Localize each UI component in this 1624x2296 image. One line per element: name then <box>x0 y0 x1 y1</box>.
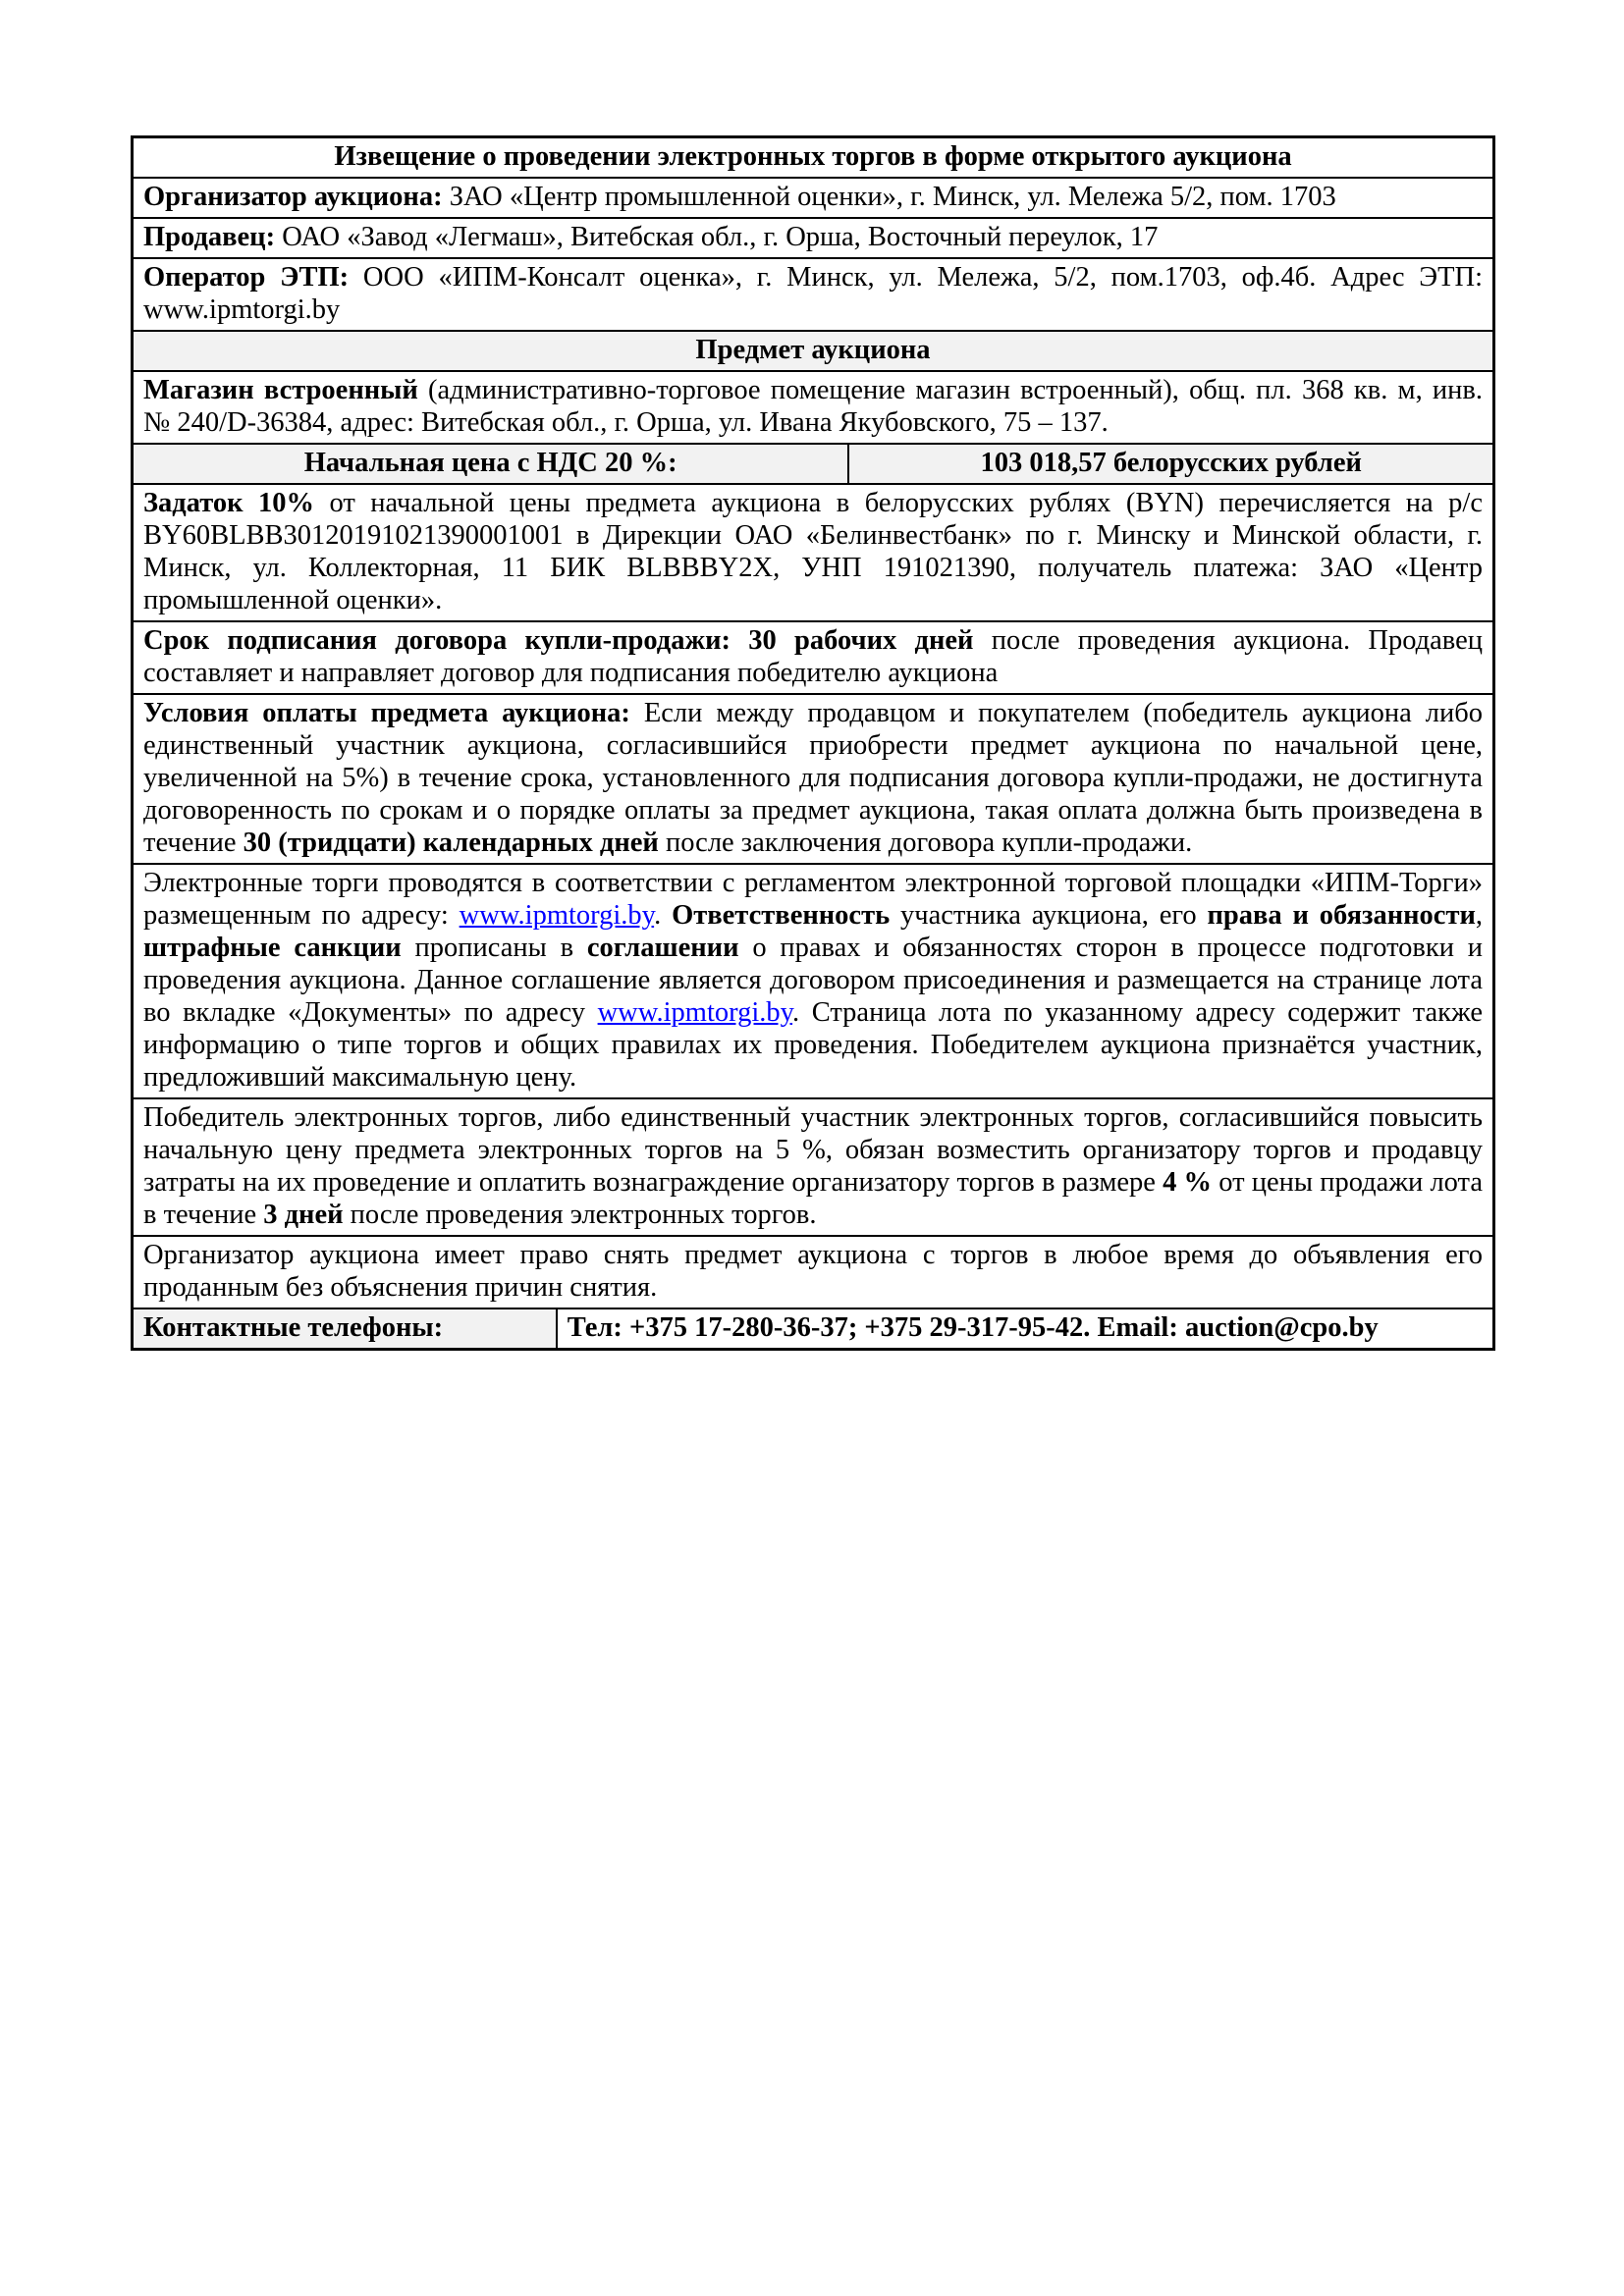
ipmtorgi-link[interactable]: www.ipmtorgi.by <box>597 997 793 1028</box>
organizer-row-cell-0 <box>134 179 1492 217</box>
seller-row-cell-0 <box>134 219 1492 257</box>
text-segment: прописаны в <box>401 933 587 963</box>
text-segment: после проведения электронных торгов. <box>343 1200 817 1230</box>
winner-fee-row-cell-0 <box>134 1099 1492 1235</box>
seller-row <box>134 217 1492 257</box>
regulations-row-cell-0 <box>134 865 1492 1097</box>
auction-notice-table <box>131 135 1495 1351</box>
bold-text-segment: Задаток 10% <box>143 488 314 518</box>
bold-text-segment: 4 % <box>1163 1167 1213 1198</box>
text-segment: после проведения аукциона. Продавец составляет и направляет договор для подписания победителю аукциона <box>143 625 1483 688</box>
title-row <box>134 138 1492 177</box>
bold-text-segment: Ответственность <box>672 900 891 931</box>
withdrawal-right-row <box>134 1235 1492 1308</box>
subject-row-cell-0 <box>134 372 1492 443</box>
text-segment: участника аукциона, его <box>890 900 1208 931</box>
text-segment: о правах и обязанностях сторон в процессе подготовки и проведения аукциона. Данное соглашение является договором присоединения и размещается на странице лота во вкладке «Документы» по адресу <box>143 933 1484 1028</box>
text-segment: . Страница лота по указанному адресу содержит также информацию о типе торгов и общих правилах их проведения. Победителем аукциона признаётся участник, предложивший максимальную цену. <box>143 997 1483 1093</box>
bold-text-segment: Тел: +375 17-280-36-37; +375 29-317-95-42. Email: auction@cpo.by <box>567 1312 1379 1343</box>
payment-terms-row-cell-0 <box>134 695 1492 863</box>
contract-signing-row <box>134 620 1492 693</box>
payment-terms-row <box>134 693 1492 863</box>
withdrawal-right-row-cell-0 <box>134 1237 1492 1308</box>
bold-text-segment: Извещение о проведении электронных торгов в форме открытого аукциона <box>334 141 1292 172</box>
bold-text-segment: 3 дней <box>263 1200 344 1230</box>
bold-text-segment: Организатор аукциона: <box>143 182 450 212</box>
text-segment: Электронные торги проводятся в соответствии с регламентом электронной торговой площадки «ИПМ-Торги» размещенным по адресу: <box>143 868 1483 931</box>
bold-text-segment: штрафные санкции <box>143 933 402 963</box>
bold-text-segment: соглашении <box>586 933 739 963</box>
title-row-cell-0 <box>134 138 1492 177</box>
text-segment: Организатор аукциона имеет право снять предмет аукциона с торгов в любое время до объявления его проданным без объяснения причин снятия. <box>143 1240 1483 1303</box>
text-segment: , <box>1475 900 1483 931</box>
text-segment: Победитель электронных торгов, либо единственный участник электронных торгов, согласившийся повысить начальную цену предмета электронных торгов на 5 %, обязан возместить организатору торгов и продавцу затраты на их проведение и оплатить вознаграждение организатору торгов в размере <box>143 1102 1483 1198</box>
contacts-row-cell-0 <box>134 1309 558 1348</box>
text-segment: (административно-торговое помещение магазин встроенный), общ. пл. 368 кв. м, инв. № 240/D-36384, адрес: Витебская обл., г. Орша, ул. Ивана Якубовского, 75 – 137. <box>143 375 1483 438</box>
deposit-row-cell-0 <box>134 485 1492 620</box>
bold-text-segment: Магазин встроенный <box>143 375 429 405</box>
ipmtorgi-link[interactable]: www.ipmtorgi.by <box>459 900 655 931</box>
text-segment: ОАО «Завод «Легмаш», Витебская обл., г. Орша, Восточный переулок, 17 <box>282 222 1159 252</box>
start-price-row-cell-1 <box>849 445 1492 483</box>
start-price-row-cell-0 <box>134 445 849 483</box>
bold-text-segment: Предмет аукциона <box>695 335 931 365</box>
text-segment: ООО «ИПМ-Консалт оценка», г. Минск, ул. Мележа, 5/2, пом.1703, оф.4б. Адрес ЭТП: www.ipmtorgi.by <box>143 262 1483 325</box>
bold-text-segment: Условия оплаты предмета аукциона: <box>143 698 630 728</box>
text-segment: . <box>654 900 673 931</box>
operator-row-cell-0 <box>134 259 1492 330</box>
text-segment: Если между продавцом и покупателем (победитель аукциона либо единственный участник аукциона, согласившийся приобрести предмет аукциона по начальной цене, увеличенной на 5%) в течение срока, установленного для подписания договора купли-продажи, не достигнута договоренность по срокам и о порядке оплаты за предмет аукциона, такая оплата должна быть произведена в течение <box>143 698 1483 858</box>
text-segment: после заключения договора купли-продажи. <box>658 828 1193 858</box>
text-segment: от начальной цены предмета аукциона в белорусских рублях (BYN) перечисляется на р/с BY60BLBB30120191021390001001 в Дирекции ОАО «Белинвестбанк» по г. Минску и Минской области, г. Минск, ул. Коллекторная, 11 БИК BLBBBY2X, УНП 191021390, получатель платежа: ЗАО «Центр промышленной оценки». <box>143 488 1483 615</box>
operator-row <box>134 257 1492 330</box>
contacts-row <box>134 1308 1492 1348</box>
text-segment: ЗАО «Центр промышленной оценки», г. Минск, ул. Мележа 5/2, пом. 1703 <box>449 182 1336 212</box>
bold-text-segment: Продавец: <box>143 222 283 252</box>
bold-text-segment: Срок подписания договора купли-продажи: 30 рабочих дней <box>143 625 974 656</box>
bold-text-segment: Начальная цена с НДС 20 %: <box>303 448 677 478</box>
organizer-row <box>134 177 1492 217</box>
subject-header-row-cell-0 <box>134 332 1492 370</box>
subject-header-row <box>134 330 1492 370</box>
start-price-row <box>134 443 1492 483</box>
regulations-row <box>134 863 1492 1097</box>
contacts-row-cell-1 <box>558 1309 1492 1348</box>
bold-text-segment: 30 (тридцати) календарных дней <box>243 828 659 858</box>
bold-text-segment: Оператор ЭТП: <box>143 262 363 293</box>
bold-text-segment: Контактные телефоны: <box>143 1312 444 1343</box>
bold-text-segment: 103 018,57 белорусских рублей <box>980 448 1362 478</box>
text-segment: от цены продажи лота в течение <box>143 1167 1484 1230</box>
winner-fee-row <box>134 1097 1492 1235</box>
bold-text-segment: права и обязанности <box>1207 900 1476 931</box>
contract-signing-row-cell-0 <box>134 622 1492 693</box>
subject-row <box>134 370 1492 443</box>
deposit-row <box>134 483 1492 620</box>
